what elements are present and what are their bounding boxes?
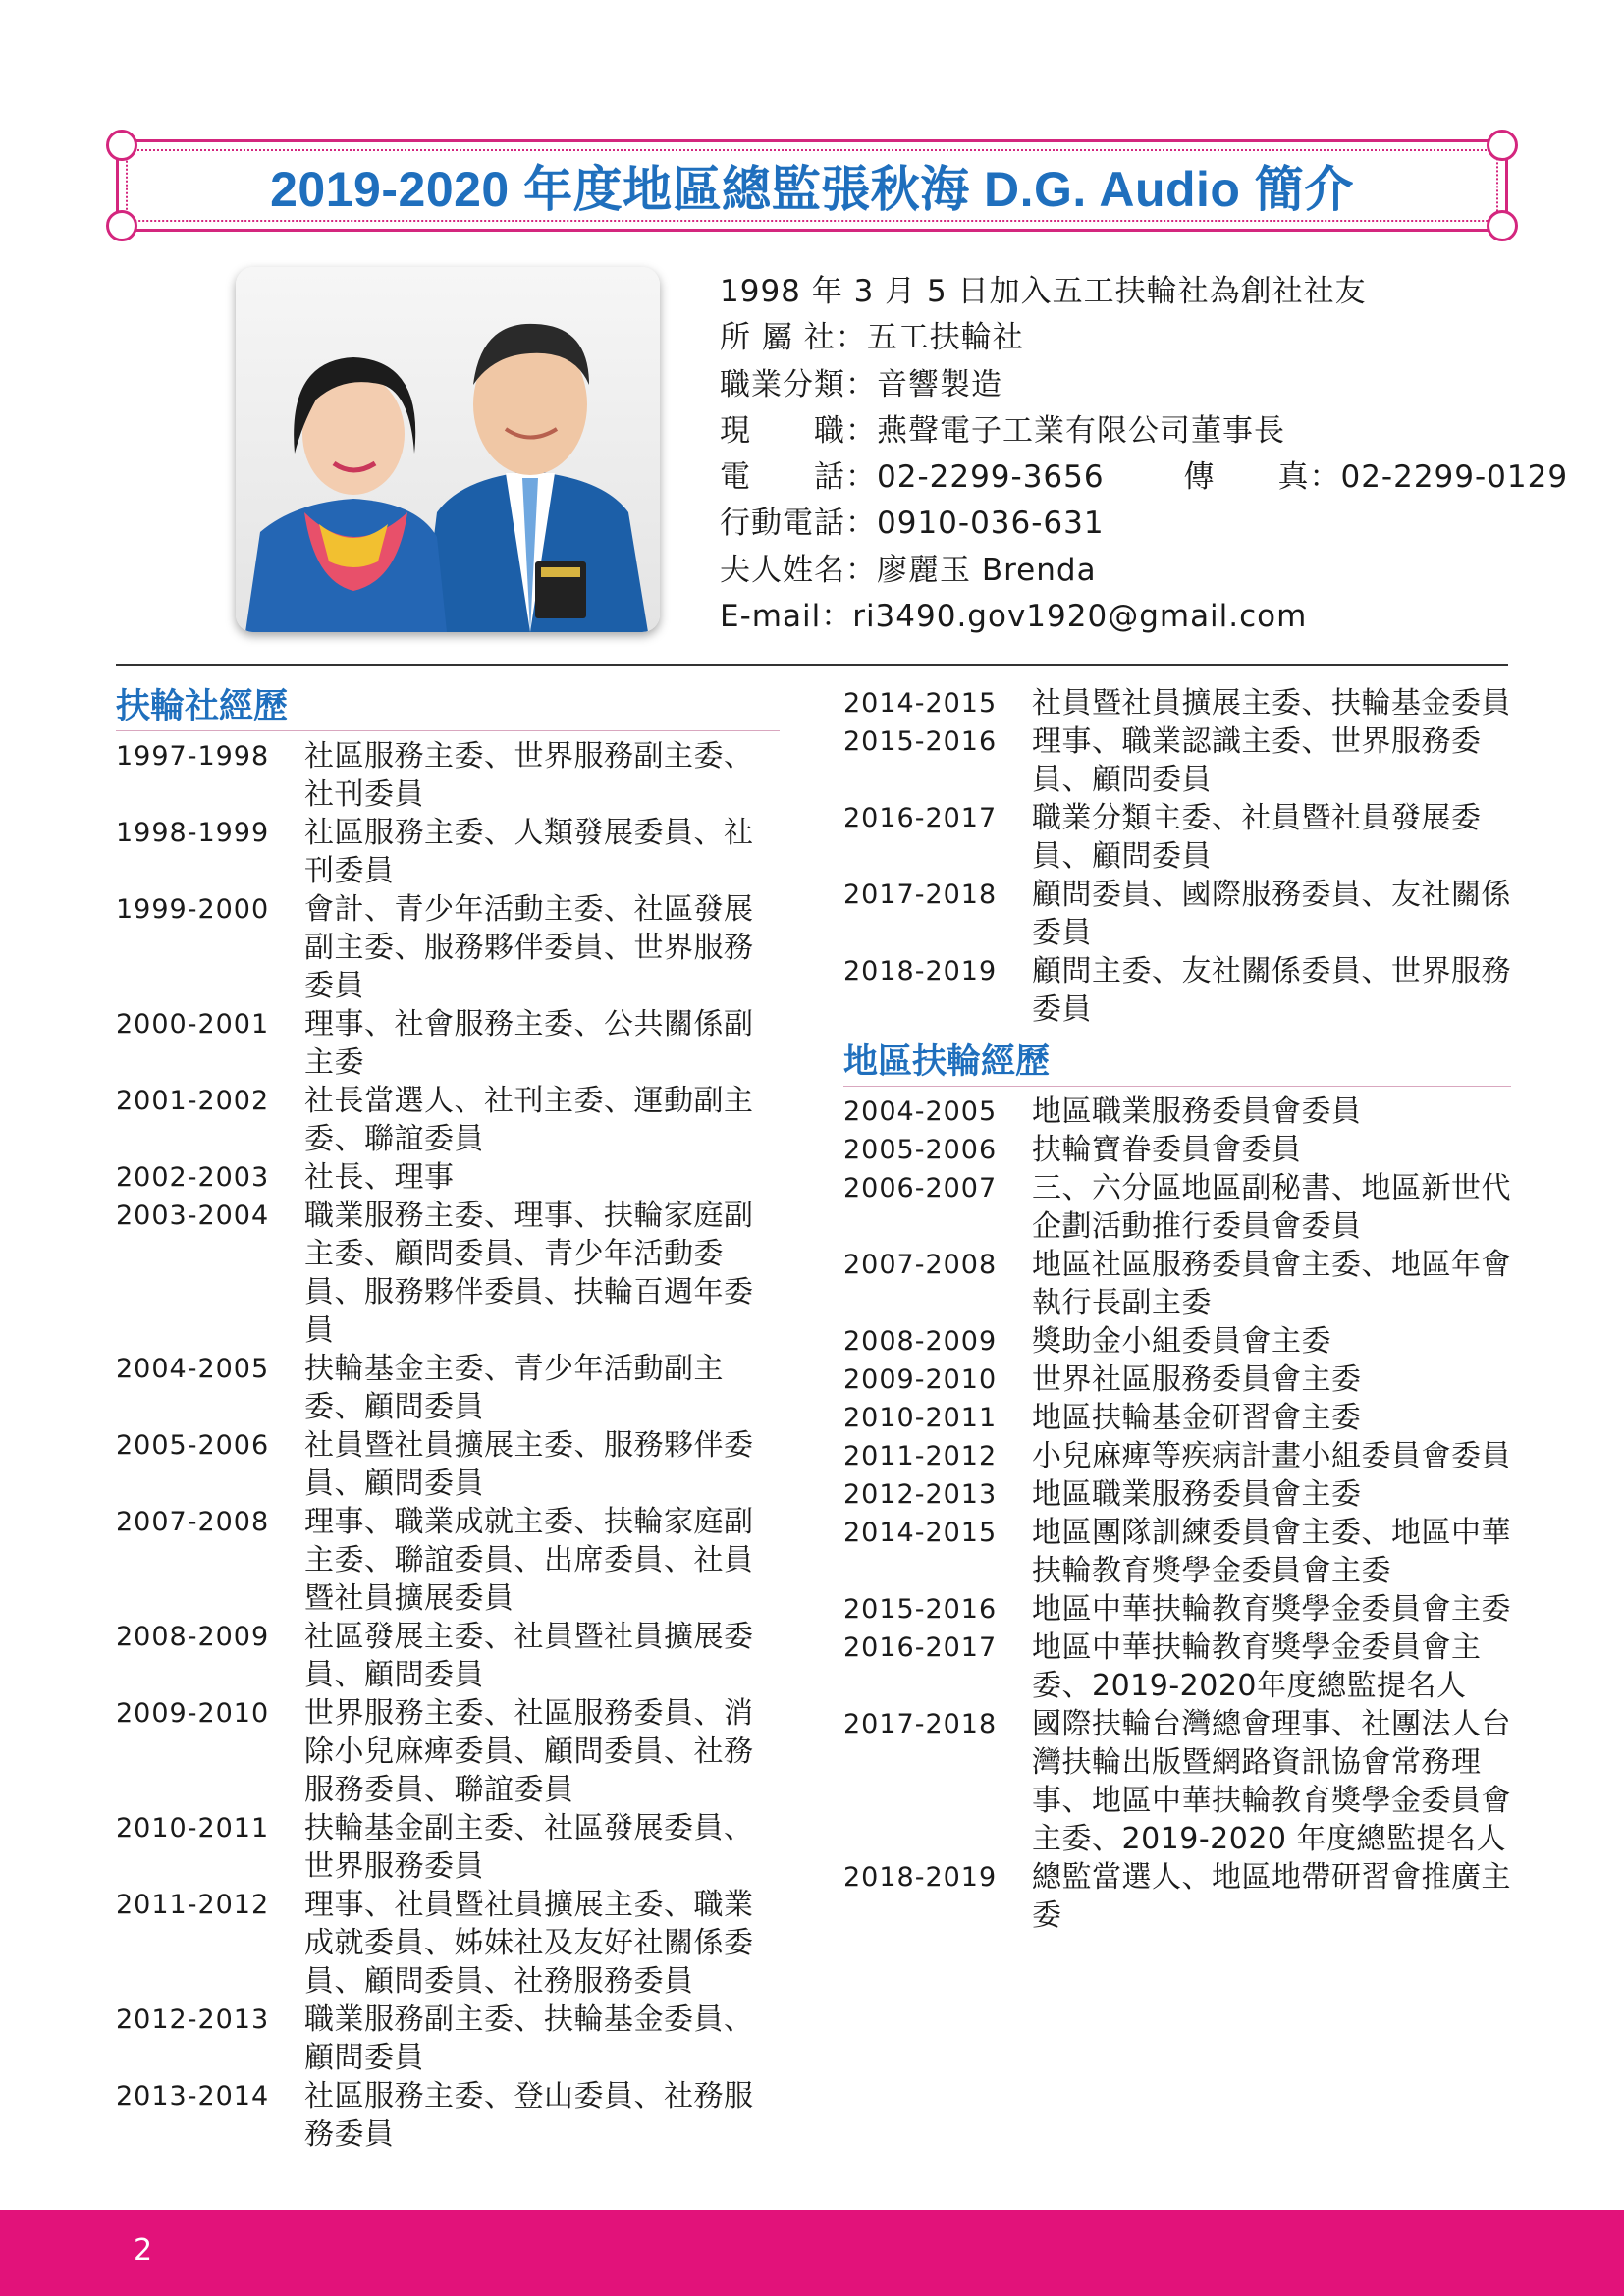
entry-year: 2004-2005 [843,1096,998,1127]
history-entry [843,799,1511,876]
entry-year: 2009-2010 [843,1364,998,1395]
fax-value: 02-2299-0129 [1340,459,1569,496]
position-row [720,408,1525,454]
spouse-row [720,548,1525,594]
history-entry [843,952,1511,1029]
entry-description: 扶輪寶眷委員會委員 [1032,1133,1302,1167]
history-entry [116,1005,780,1082]
entry-year: 2012-2013 [116,2004,270,2035]
entry-year: 2006-2007 [843,1173,998,1203]
entry-description: 社長當選人、社刊主委、運動副主委、聯誼委員 [304,1084,754,1156]
club-label: 所 屬 社： [720,320,867,356]
entry-description: 扶輪基金主委、青少年活動副主委、顧問委員 [304,1352,724,1424]
spouse-label: 夫人姓名： [720,552,877,588]
history-entry [843,722,1511,799]
entry-year: 2013-2014 [116,2081,270,2111]
history-entry [116,1197,780,1350]
entry-description: 社區發展主委、社員暨社員擴展委員、顧問委員 [304,1620,754,1692]
entry-year: 2003-2004 [116,1201,270,1231]
entry-description: 國際扶輪台灣總會理事、社團法人台灣扶輪出版暨網路資訊協會常務理事、地區中華扶輪教育獎學金委員會主委、2019-2020 年度總監提名人 [1032,1707,1511,1856]
email-label: E-mail： [720,599,853,635]
entry-description: 地區團隊訓練委員會主委、地區中華扶輪教育獎學金委員會主委 [1032,1516,1511,1588]
fax-label: 傳 真： [1183,459,1341,496]
entry-year: 1998-1999 [116,818,270,848]
email-row [720,594,1525,640]
entry-description: 地區中華扶輪教育獎學金委員會主委、2019-2020年度總監提名人 [1032,1630,1482,1703]
history-entry [116,737,780,814]
entry-year: 2001-2002 [116,1086,270,1116]
entry-year: 2011-2012 [843,1441,998,1471]
history-entry [116,2077,780,2154]
history-entry [116,1503,780,1618]
entry-description: 理事、職業認識主委、世界服務委員、顧問委員 [1032,724,1482,797]
district-history-title: 地區扶輪經歷 [843,1039,1511,1087]
entry-description: 扶輪基金副主委、社區發展委員、世界服務委員 [304,1811,754,1884]
history-entry [116,2001,780,2077]
entry-year: 2014-2015 [843,1518,998,1548]
entry-description: 社區服務主委、人類發展委員、社刊委員 [304,816,754,888]
entry-year: 2016-2017 [843,1632,998,1663]
history-entry [843,1437,1511,1475]
club-row [720,315,1525,361]
entry-year: 2017-2018 [843,880,998,910]
entry-description: 顧問委員、國際服務委員、友社關係委員 [1032,878,1511,950]
history-entry [843,1514,1511,1590]
entry-year: 2018-2019 [843,1862,998,1893]
entry-description: 獎助金小組委員會主委 [1032,1324,1331,1359]
history-entry [843,1399,1511,1437]
entry-year: 1999-2000 [116,894,270,925]
phone-value: 02-2299-3656 [877,459,1105,496]
history-entry [116,1082,780,1158]
classification-value: 音響製造 [877,366,1002,402]
entry-description: 職業服務主委、理事、扶輪家庭副主委、顧問委員、青少年活動委員、服務夥伴委員、扶輪百週年委員 [304,1199,754,1348]
entry-description: 職業分類主委、社員暨社員發展委員、顧問委員 [1032,801,1482,874]
entry-description: 理事、職業成就主委、扶輪家庭副主委、聯誼委員、出席委員、社員暨社員擴展委員 [304,1505,754,1616]
entry-year: 2010-2011 [843,1403,998,1433]
history-entry [116,1809,780,1886]
district-history-list [843,1093,1511,1935]
entry-year: 2007-2008 [843,1250,998,1280]
entry-description: 社區服務主委、登山委員、社務服務委員 [304,2079,754,2152]
history-entry [843,1322,1511,1361]
entry-description: 社員暨社員擴展主委、扶輪基金委員 [1032,686,1511,721]
history-entry [843,1093,1511,1131]
portrait-photo [236,267,660,632]
entry-year: 2011-2012 [116,1890,270,1920]
entry-year: 2000-2001 [116,1009,270,1040]
entry-description: 世界社區服務委員會主委 [1032,1362,1362,1397]
page-footer [0,2210,1624,2296]
history-entry [843,1246,1511,1322]
classification-row [720,362,1525,408]
history-entry [843,1169,1511,1246]
entry-description: 社長、理事 [304,1160,455,1195]
entry-year: 2016-2017 [843,803,998,833]
history-entry [116,1886,780,2001]
entry-description: 地區社區服務委員會主委、地區年會執行長副主委 [1032,1248,1511,1320]
entry-description: 地區職業服務委員會主委 [1032,1477,1362,1512]
entry-description: 會計、青少年活動主委、社區發展副主委、服務夥伴委員、世界服務委員 [304,892,754,1003]
history-entry [843,1475,1511,1514]
entry-year: 2015-2016 [843,1594,998,1625]
mobile-value: 0910-036-631 [877,506,1105,542]
mobile-row [720,501,1525,547]
entry-description: 理事、社會服務主委、公共關係副主委 [304,1007,754,1080]
email-value: ri3490.gov1920@gmail.com [852,599,1308,635]
history-entry [843,1131,1511,1169]
entry-description: 總監當選人、地區地帶研習會推廣主委 [1032,1860,1511,1933]
entry-year: 2017-2018 [843,1709,998,1739]
entry-description: 社員暨社員擴展主委、服務夥伴委員、顧問委員 [304,1428,754,1501]
title-banner [116,139,1508,232]
entry-description: 社區服務主委、世界服務副主委、社刊委員 [304,739,754,812]
entry-year: 2014-2015 [843,688,998,719]
club-history-list [116,737,780,2154]
entry-description: 地區職業服務委員會委員 [1032,1095,1362,1129]
mobile-label: 行動電話： [720,506,877,542]
classification-label: 職業分類： [720,366,877,402]
history-entry [116,1158,780,1197]
entry-year: 2005-2006 [843,1135,998,1165]
spouse-value: 廖麗玉 Brenda [877,552,1097,588]
entry-year: 2009-2010 [116,1698,270,1729]
history-entry [843,1629,1511,1705]
entry-description: 地區中華扶輪教育獎學金委員會主委 [1032,1592,1511,1627]
history-entry [843,1705,1511,1858]
page-title: 2019-2020 年度地區總監張秋海 D.G. Audio 簡介 [270,162,1354,217]
club-history-title: 扶輪社經歷 [116,683,780,731]
entry-year: 2008-2009 [116,1622,270,1652]
phone-label: 電 話： [720,459,877,496]
entry-description: 三、六分區地區副秘書、地區新世代企劃活動推行委員會委員 [1032,1171,1511,1244]
entry-year: 2002-2003 [116,1162,270,1193]
history-entry [116,890,780,1005]
entry-description: 小兒麻痺等疾病計畫小組委員會委員 [1032,1439,1511,1473]
joined-line: 1998 年 3 月 5 日加入五工扶輪社為創社社友 [720,274,1367,309]
entry-description: 職業服務副主委、扶輪基金委員、顧問委員 [304,2002,754,2075]
club-history-continued-list [843,684,1511,1029]
entry-year: 2005-2006 [116,1430,270,1461]
entry-year: 2015-2016 [843,726,998,757]
right-column [843,684,1511,1935]
entry-year: 1997-1998 [116,741,270,772]
page-number: 2 [134,2233,153,2268]
history-entry [843,1858,1511,1935]
phone-row [720,454,1569,501]
portrait-illustration [236,267,660,632]
entry-description: 世界服務主委、社區服務委員、消除小兒麻痺委員、顧問委員、社務服務委員、聯誼委員 [304,1696,754,1807]
club-value: 五工扶輪社 [866,320,1024,356]
history-entry [116,1350,780,1426]
club-history-section [116,683,780,2154]
entry-description: 地區扶輪基金研習會主委 [1032,1401,1362,1435]
entry-description: 理事、社員暨社員擴展主委、職業成就委員、姊妹社及友好社關係委員、顧問委員、社務服務委員 [304,1888,754,1999]
entry-year: 2018-2019 [843,956,998,987]
divider [116,664,1508,666]
history-entry [116,1426,780,1503]
history-entry [843,876,1511,952]
history-entry [116,1694,780,1809]
entry-year: 2008-2009 [843,1326,998,1357]
history-entry [843,1590,1511,1629]
profile-info [720,269,1569,640]
entry-year: 2004-2005 [116,1354,270,1384]
position-value: 燕聲電子工業有限公司董事長 [877,412,1285,449]
entry-year: 2010-2011 [116,1813,270,1843]
history-entry [116,814,780,890]
history-entry [843,1361,1511,1399]
history-entry [116,1618,780,1694]
entry-description: 顧問主委、友社關係委員、世界服務委員 [1032,954,1511,1027]
position-label: 現 職： [720,412,877,449]
entry-year: 2012-2013 [843,1479,998,1510]
history-entry [843,684,1511,722]
entry-year: 2007-2008 [116,1507,270,1537]
